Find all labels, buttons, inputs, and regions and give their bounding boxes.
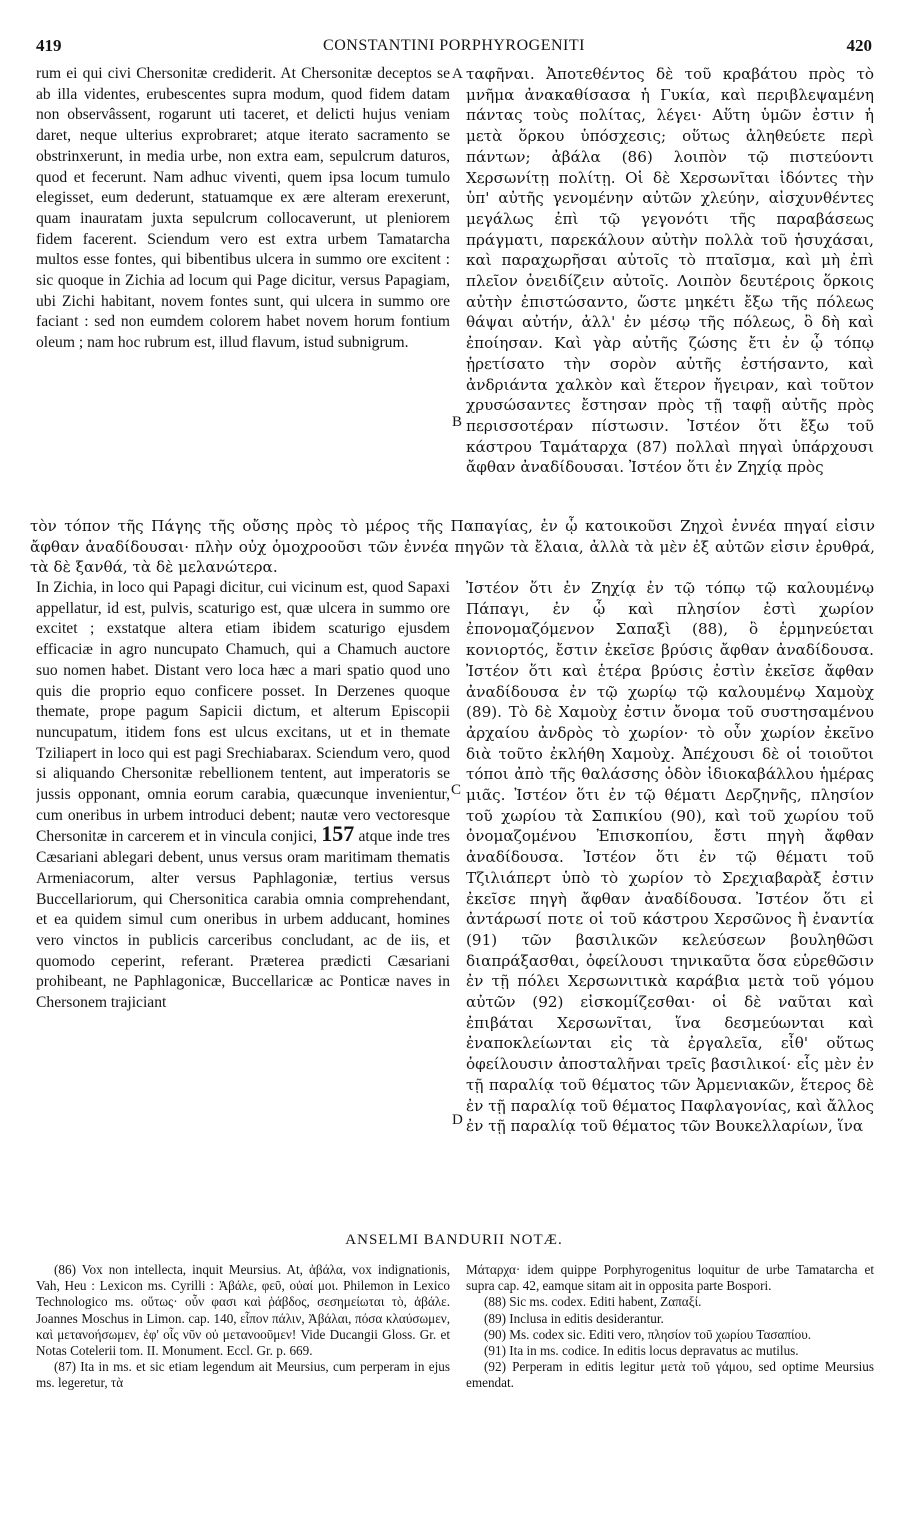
left-page-number: 419 — [36, 36, 62, 55]
right-page-number: 420 — [846, 36, 872, 55]
note-89: (89) Inclusa in editis desiderantur. — [484, 1310, 664, 1326]
note-88: (88) Sic ms. codex. Editi habent, Ζαπαξί. — [484, 1294, 702, 1310]
notes-left-column — [36, 1262, 450, 1392]
page-header — [36, 36, 872, 62]
greek-column-section-2: Ἰστέον ὅτι ἐν Ζηχίᾳ ἐν τῷ τόπῳ τῷ καλουμένῳ Πάπαγι, ἐν ᾧ καὶ πλησίον ἐστὶ χωρίον ἐπονομαζόμενον Σαπαξὶ (88), ὃ ἑρμηνεύεται κονιορτός, ἔστιν ἐκεῖσε βρύσις ἄφθαν ἀναδίδουσα. Ἰστέον ὅτι καὶ ἑτέρα βρύσις ἐστὶν ἐκεῖσε ἄφθαν ἀναδίδουσα ἐν τῷ χωρίῳ τῷ καλουμένῳ Χαμοὺχ (89). Τὸ δὲ Χαμοὺχ ἐστιν ὄνομα τοῦ συστησαμένου ἀρχαίου ἀνδρὸς τὸ χωρίον· τὸ οὖν χωρίον ἐκεῖνο διὰ τοῦτο ἐκλήθη Χαμοὺχ. Ἀπέχουσι δὲ οἱ τοιοῦτοι τόποι ἀπὸ τῆς θαλάσσης ὁδὸν ἰδιοκαβάλλου ἡμέρας μιᾶς. Ἰστέον ὅτι ἐν τῷ θέματι Δερζηνῆς, πλησίον τοῦ χωρίου τὰ Σαπικίου (90), καὶ τοῦ χωρίου τοῦ ὀνομαζομένου Ἐπισκοπίου, ἔστι πηγὴ ἄφθαν ἀναδίδουσα. Ἰστέον ὅτι ἐν τῷ θέματι τοῦ Τζιλιάπερτ ὑπὸ τὸ χωρίον τὸ Σρεχιαβαρὰξ ἐστιν ἐκεῖσε πηγὴ ἄφθαν ἀναδίδουσα. Ἰστέον ὅτι εἰ ἀντάρωσί ποτε οἱ τοῦ κάστρου Χερσῶνος ἢ ἐναντία (91) τῶν βασιλικῶν κελεύσεων βουληθῶσι διαπράξασθαι, ὀφείλουσι τηνικαῦτα ὅσα εὑρεθῶσιν ἐν τῇ πόλει Χερσωνιτικὰ καράβια μετὰ τοῦ γόμου αὐτῶν (92) εἰσκομίζεσθαι· οἱ δὲ ναῦται καὶ ἐπιβάται Χερσωνῖται, ἵνα δεσμεύωνται καὶ ἐναποκλείωνται εἰς τὰ ἐργαλεῖα, εἶθ' οὕτως ὀφείλουσιν ἀποσταλῆναι τρεῖς βασιλικοί· εἷς μὲν ἐν τῇ παραλίᾳ τοῦ θέματος τῶν Ἀρμενιακῶν, ἕτερος δὲ ἐν τῇ παραλίᾳ τοῦ θέματος Παφλαγονίας, καὶ ἄλλος ἐν τῇ παραλίᾳ τοῦ θέματος τῶν Βουκελλαρίων, ἵνα — [466, 579, 874, 1136]
note-92: (92) Perperam in editis legitur μετὰ τοῦ γάμου, sed optime Meursius emendat. — [466, 1359, 874, 1391]
notes-title: ANSELMI BANDURII NOTÆ. — [345, 1232, 563, 1248]
latin-column-section-2 — [36, 578, 450, 1218]
margin-letter-d: D — [452, 1112, 463, 1128]
latin-paragraph-part-2: atque inde tres Cæsariani ablegari debent, unus versus oram maritimam thematis Armeniacorum, alter versus Paphlagoniæ, tertius versus Buccellariorum, qui Chersonitica carabia omnia comprehendant, et ea quidem simul cum oneribus in urbem adducant, homines vero vinctos in publicis carceribus concludant, ac de iis, et quomodo ceperint, referant. Præterea prædicti Cæsariani prohibeant, ne Paphlagonicæ, Buccellaricæ ac Ponticæ naves in Chersonem trajiciant — [36, 828, 450, 1012]
notes-right-column — [466, 1262, 874, 1392]
greek-column-section-1: ταφῆναι. Ἀποτεθέντος δὲ τοῦ κραβάτου πρὸς τὸ μνῆμα ἀνακαθίσασα ἡ Γυκία, καὶ περιβλεψαμένη πάντας τοὺς πολίτας, λέγει· Αὕτη ὑμῶν ἐστιν ἡ μετὰ ὅρκου ὑπόσχεσις; οὕτως ἀληθεύετε περὶ πάντων; ἀβάλα (86) λοιπὸν τῷ πιστεύοντι Χερσωνίτῃ πολίτῃ. Οἱ δὲ Χερσωνῖται ἰδόντες τὴν ὑπ' αὐτῆς γενομένην αὐτῶν χλεύην, αἰσχυνθέντες μεγάλως ἐπὶ τῷ γεγονότι τῆς παραβάσεως πράγματι, παρεκάλουν αὐτὴν πολλὰ τοῦ ἡσυχάσαι, καὶ παραχωρῆσαι αὐτοῖς τὸ πταῖσμα, καὶ μὴ ἐπὶ πλεῖον ὀνειδίζειν αὐτοῖς. Λοιπὸν δευτέροις ὅρκοις αὐτὴν ἐπιστώσαντο, ὥστε μηκέτι ἔξω τῆς πόλεως θάψαι αὐτήν, ἀλλ' ἐν μέσῳ τῆς πόλεως, ὃ δὴ καὶ ἐποίησαν. Καὶ γὰρ αὐτῆς ζώσης ἔτι ἐν ᾧ τόπῳ ᾑρετίσατο τὴν σορὸν αὐτῆς ἐστήσαντο, καὶ ἀνδριάντα χαλκὸν καὶ ἕτερον ἤγειραν, καὶ τοῦτον χρυσώσαντες ἔστησαν πρὸς τῇ ταφῇ αὐτῆς πρὸς περισσοτέραν πίστωσιν. Ἰστέον ὅτι ἔξω τοῦ κάστρου Ταμάταρχα (87) πολλαὶ πηγαὶ ὑπάρχουσι ἄφθαν ἀναδίδουσαι. Ἰστέον ὅτι ἐν Ζηχίᾳ πρὸς — [466, 65, 874, 477]
note-86: (86) Vox non intellecta, inquit Meursius. At, ἀβάλα, vox indignationis, Vah, Heu : Lexicon ms. Cyrilli : Ἀβάλε, φεῦ, οὐαί μοι. Philemon in Lexico Technologico ms. οὕτως· οὖν φασι καὶ ῥάβδος, σεσημείωται τὸ, ἀβάλε. Joannes Moschus in Limon. cap. 140, εἶπον πάλιν, Ἀβάλαι, πόσα κλαύσωμεν, καὶ μετανοήσωμεν, ἐφ' οἷς νῦν οὐ μετανοοῦμεν! Vide Ducangii Gloss. Gr. et Notas Cotelerii tom. II. Monument. Eccl. Gr. p. 669. — [36, 1262, 450, 1359]
note-90: (90) Ms. codex sic. Editi vero, πλησίον τοῦ χωρίου Τασαπίου. — [484, 1326, 812, 1342]
greek-full-width-paragraph: τὸν τόπον τῆς Πάγης τῆς οὔσης πρὸς τὸ μέρος τῆς Παπαγίας, ἐν ᾧ κατοικοῦσι Ζηχοὶ ἐννέα πηγαί εἰσιν ἄφθαν ἀναδίδουσαι· πλὴν οὐχ ὁμοχροοῦσι τῶν ἐννέα πηγῶν τὰ ἔλαια, ἀλλὰ τὰ μὲν ἐξ αὐτῶν εἰσιν ἐρυθρά, τὰ δὲ ξανθά, τὰ δὲ μελανώτερα. — [30, 517, 875, 577]
margin-letter-b: B — [452, 414, 463, 430]
running-title: CONSTANTINI PORPHYROGENITI — [323, 37, 585, 54]
margin-letter-a: A — [452, 66, 463, 82]
note-91: (91) Ita in ms. codice. In editis locus depravatus ac mutilus. — [484, 1343, 799, 1359]
margin-page-number: 157 — [321, 821, 355, 847]
latin-paragraph-part-1: In Zichia, in loco qui Papagi dicitur, cui vicinum est, quod Sapaxi appellatur, id est, pulvis, scaturigo est, quæ ulcera in summo ore excitet ; exstatque altera etiam ibidem scaturigo ejusdem efficaciæ in agro nuncupato Chamuch, qui a Chamuch auctore suo nomen habet. Distant vero loca hæc a mari spatio quod uno quis die proprio equo conficere posset. In Derzenes quoque themate, prope pagum Sapicii dictum, et alterum Episcopii nuncupatum, itidem fons est ulcus excitans, ut et in themate Tziliapert in loco qui est pagi Srechiabarax. Sciendum vero, quod si aliquando Chersonitæ rebellionem tentent, aut imperatoris se jussis opponant, omnia eorum carabia, quæcunque invenientur, cum oneribus in urbem introduci debent; nautæ vero vectoresque Chersonitæ in carcerem et in vincula conjici, — [36, 579, 450, 846]
note-87-continued: Μάταρχα· idem quippe Porphyrogenitus loquitur de urbe Tamatarcha et supra cap. 42, eamque sitam ait in opposita parte Bospori. — [466, 1262, 874, 1294]
note-87: (87) Ita in ms. et sic etiam legendum ait Meursius, cum perperam in ejus ms. legeretur, τὰ — [36, 1359, 450, 1391]
margin-letter-c: C — [451, 782, 462, 798]
latin-column-section-1: rum ei qui civi Chersonitæ crediderit. At Chersonitæ deceptos se ab illa videntes, erubescentes supra modum, quod fidem datam non observâssent, rogarunt uti taceret, et delicti hujus veniam daret, neque ulterius exprobraret; atque iterato sacramento se obstrinxerunt, in media urbe, non extra eam, sepulcrum daturos, quod et fecerunt. Nam adhuc viventi, quem ipsa locum tumulo elegisset, eum dederunt, statuamque ex ære alteram erexerunt, quam inauratam juxta sepulcrum collocaverunt, ut pleniorem fidem facerent. Sciendum vero est extra urbem Tamatarcha multos esse fontes, qui bibentibus ulcera in summo ore excitent : sic quoque in Zichia ad locum qui Page dicitur, versus Papagiam, ubi Zichi habitant, novem fontes sunt, qui ulcera in summo ore faciant : sed non eumdem colorem habet novem horum fontium oleum ; nam hoc rubrum est, illud flavum, istud subnigrum. — [36, 65, 450, 352]
